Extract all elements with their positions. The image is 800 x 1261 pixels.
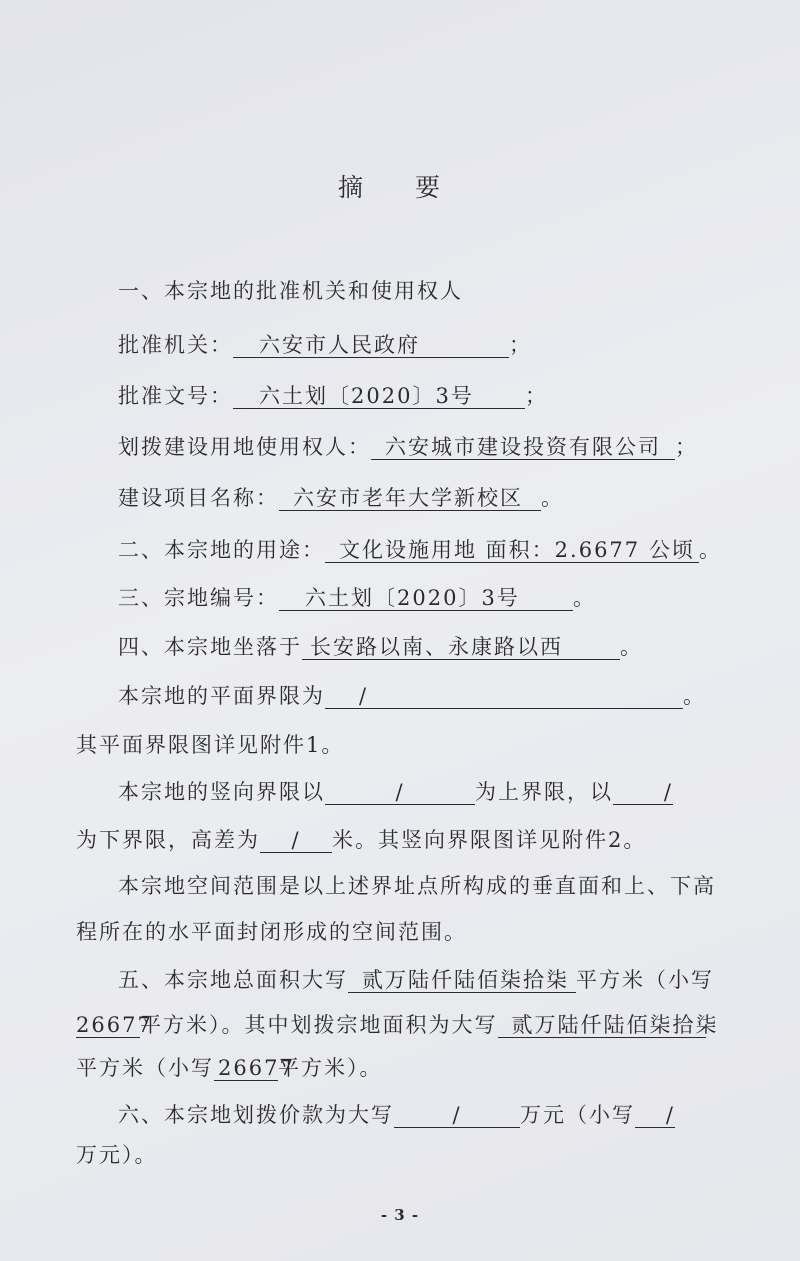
allocated-area-line (76, 1010, 719, 1040)
project-name-line: 建设项目名称： 六安市老年大学新校区 。 (118, 486, 564, 510)
vertical-boundary-line (118, 777, 673, 807)
allocation-price-label: 六、本宗地划拨价款为大写 (118, 1103, 394, 1127)
height-difference-label: 为下界限，高差为 (76, 828, 260, 852)
total-area-lower-value: 26677 (76, 1013, 153, 1037)
total-area-upper-value: 贰万陆仟陆佰柒拾柒 (348, 968, 576, 993)
location-label: 四、本宗地坐落于 (118, 635, 302, 659)
allocated-area-label: 平方米）。其中划拨宗地面积为大写 (140, 1013, 498, 1037)
land-user-label: 划拨建设用地使用权人： (118, 435, 371, 459)
parcel-number-value: 六土划〔2020〕3号 (279, 586, 573, 611)
plane-boundary-line: 本宗地的平面界限为 / 。 (118, 684, 706, 708)
total-area-label: 五、本宗地总面积大写 (118, 968, 348, 992)
land-use-label: 二、本宗地的用途： (118, 538, 325, 562)
total-area-unit: 平方米（小写 (576, 968, 714, 992)
vertical-boundary-label: 本宗地的竖向界限以 (118, 780, 325, 804)
location-value: 长安路以南、永康路以西 (302, 635, 620, 660)
approval-doc-value: 六土划〔2020〕3号 (233, 384, 525, 409)
allocation-price-line (118, 1100, 675, 1130)
allocated-area-upper-value: 贰万陆仟陆佰柒拾柒 (498, 1013, 706, 1038)
vertical-upper-value: / (325, 780, 475, 805)
approval-doc-label: 批准文号： (118, 384, 233, 408)
height-difference-line (76, 825, 646, 855)
vertical-mid-text: 为上界限，以 (475, 780, 613, 804)
project-name-label: 建设项目名称： (118, 486, 279, 510)
parcel-number-label: 三、宗地编号： (118, 586, 279, 610)
space-range-line-1: 本宗地空间范围是以上述界址点所构成的垂直面和上、下高 (118, 874, 716, 898)
approval-authority-value: 六安市人民政府 (233, 333, 509, 358)
total-area-line (118, 965, 714, 995)
allocated-area-lower-line (76, 1053, 383, 1083)
location-line: 四、本宗地坐落于 长安路以南、永康路以西 。 (118, 635, 643, 659)
vertical-annex-note: 米。其竖向界限图详见附件2。 (332, 828, 647, 852)
plane-boundary-label: 本宗地的平面界限为 (118, 684, 325, 708)
land-use-line: 二、本宗地的用途： 文化设施用地 面积：2.6677 公顷 。 (118, 538, 722, 562)
plane-boundary-value: / (325, 684, 683, 709)
space-range-line-2: 程所在的水平面封闭形成的空间范围。 (76, 920, 467, 944)
height-difference-value: / (260, 828, 332, 853)
allocation-price-mid: 万元（小写 (520, 1103, 635, 1127)
allocated-area-unit: 平方米（小写 (76, 1056, 214, 1080)
land-use-value: 文化设施用地 面积：2.6677 公顷 (325, 538, 699, 563)
approval-authority-label: 批准机关： (118, 333, 233, 357)
allocation-price-lower-value: / (635, 1103, 675, 1128)
allocated-area-end: 平方米）。 (278, 1056, 383, 1080)
plane-annex-note: 其平面界限图详见附件1。 (76, 733, 345, 757)
page-title: 摘 要 (338, 173, 462, 202)
vertical-lower-value: / (613, 780, 673, 805)
allocation-price-end: 万元）。 (76, 1143, 158, 1167)
land-user-line: 划拨建设用地使用权人： 六安城市建设投资有限公司 ； (118, 435, 698, 459)
approval-doc-line: 批准文号： 六土划〔2020〕3号 ； (118, 384, 548, 408)
parcel-number-line: 三、宗地编号： 六土划〔2020〕3号 。 (118, 586, 596, 610)
section1-heading: 一、本宗地的批准机关和使用权人 (118, 279, 463, 303)
allocated-area-lower-value: 26677 (214, 1056, 278, 1081)
land-user-value: 六安城市建设投资有限公司 (371, 435, 675, 460)
allocation-price-upper-value: / (394, 1103, 520, 1128)
approval-authority-line: 批准机关： 六安市人民政府 ； (118, 333, 532, 357)
page-number: - 3 - (380, 1206, 420, 1224)
project-name-value: 六安市老年大学新校区 (279, 486, 541, 511)
